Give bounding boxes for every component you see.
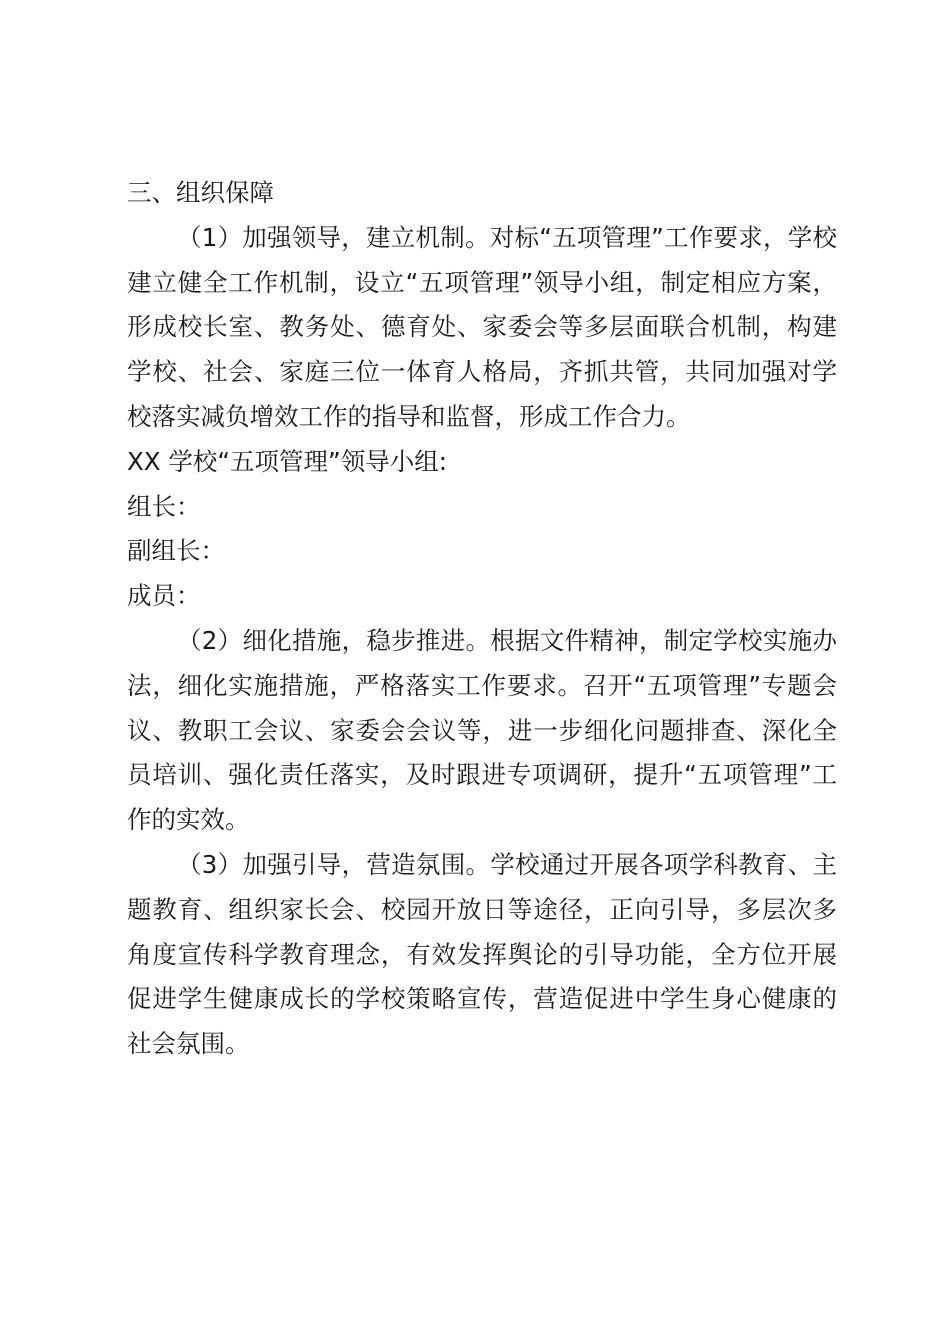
group-members-label: 成员： xyxy=(127,581,201,611)
document-body xyxy=(127,171,837,1067)
paragraph-measures: （2）细化措施，稳步推进。根据文件精神，制定学校实施办法，细化实施措施，严格落实工作要求。召开“五项管理”专题会议、教职工会议、家委会会议等，进一步细化问题排查、深化全员培训、强化责任落实，及时跟进专项调研，提升“五项管理”工作的实效。 xyxy=(127,625,837,835)
leadership-group-title: XX 学校“五项管理”领导小组: xyxy=(127,446,447,476)
paragraph-guidance: （3）加强引导，营造氛围。学校通过开展各项学科教育、主题教育、组织家长会、校园开放日等途径，正向引导，多层次多角度宣传科学教育理念，有效发挥舆论的引导功能，全方位开展促进学生健康成长的学校策略宣传，营造促进中学生身心健康的社会氛围。 xyxy=(127,849,837,1059)
paragraph-leadership: （1）加强领导，建立机制。对标“五项管理”工作要求，学校建立健全工作机制，设立“五项管理”领导小组，制定相应方案，形成校长室、教务处、德育处、家委会等多层面联合机制，构建学校、社会、家庭三位一体育人格局，齐抓共管，共同加强对学校落实减负增效工作的指导和监督，形成工作合力。 xyxy=(127,222,837,431)
group-leader-label: 组长： xyxy=(127,491,201,521)
section-heading: 三、组织保障 xyxy=(127,178,274,207)
group-deputy-label: 副组长： xyxy=(127,536,225,566)
